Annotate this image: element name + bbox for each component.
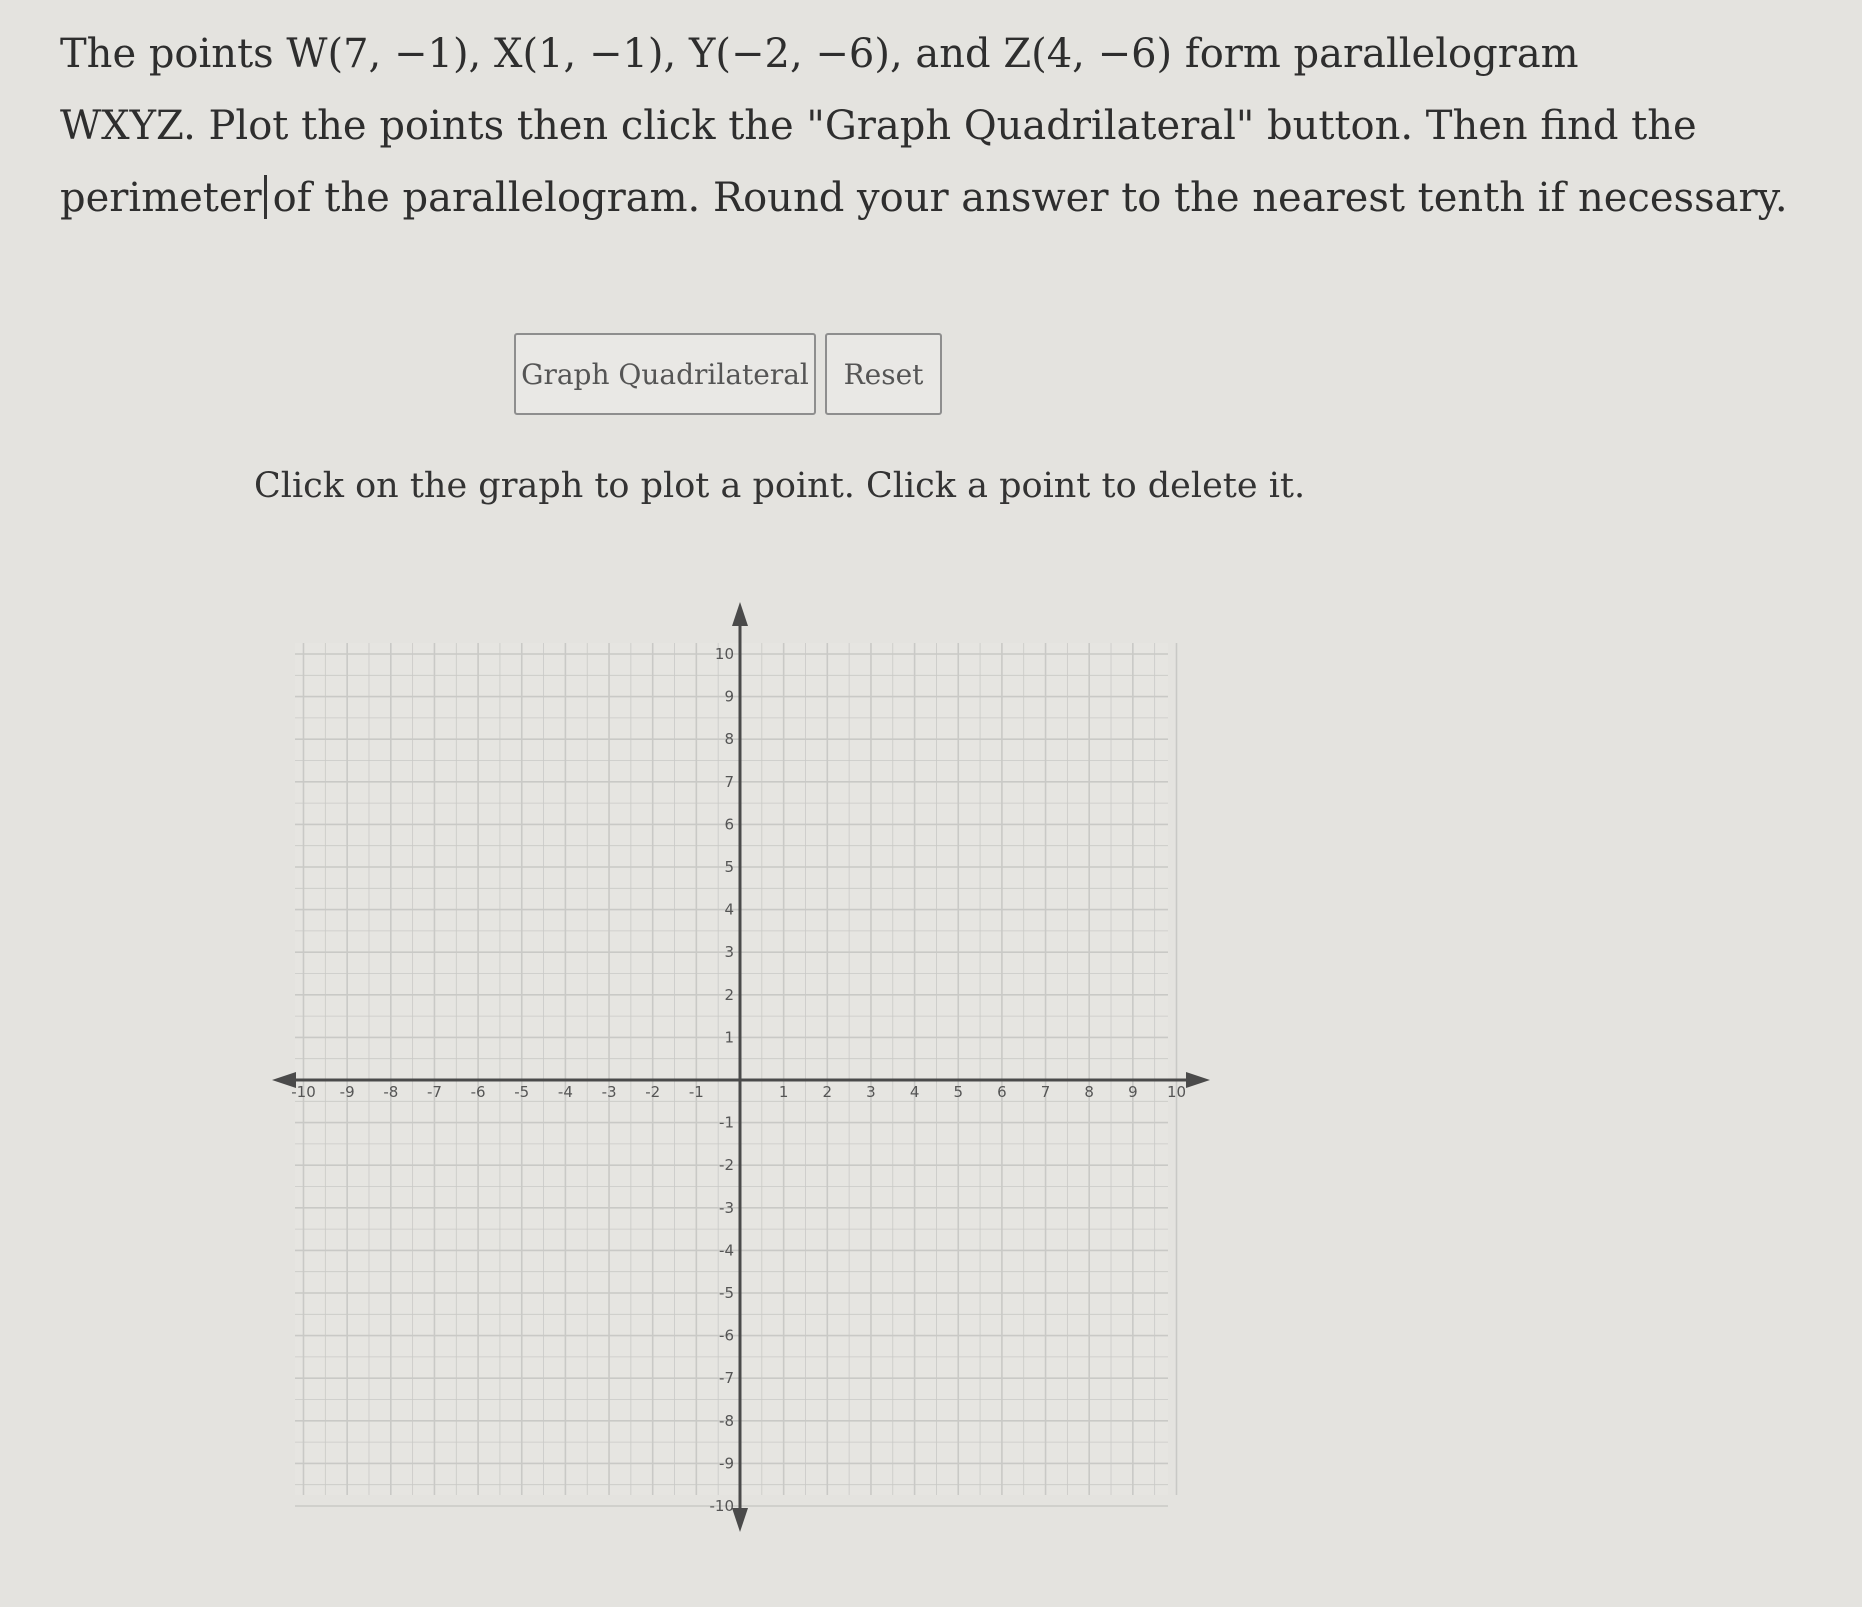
x-tick-label: 5 — [953, 1083, 964, 1101]
x-tick-label: -7 — [426, 1083, 442, 1101]
y-tick-label: 1 — [724, 1028, 734, 1047]
plot-instructions: Click on the graph to plot a point. Click a point to delete it. — [254, 466, 1306, 506]
y-tick-label: 8 — [724, 730, 734, 749]
x-tick-label: -9 — [339, 1083, 355, 1101]
x-tick-label: -1 — [688, 1083, 704, 1101]
y-tick-label: 5 — [724, 858, 734, 876]
x-tick-label: -5 — [514, 1083, 530, 1101]
x-tick-label: -6 — [470, 1083, 486, 1101]
graph-quadrilateral-button[interactable]: Graph Quadrilateral — [514, 333, 816, 415]
x-tick-label: 4 — [909, 1083, 920, 1101]
y-tick-label: 9 — [724, 687, 734, 706]
x-tick-label: -3 — [601, 1083, 617, 1101]
y-tick-label: -4 — [719, 1241, 734, 1260]
x-tick-label: 2 — [822, 1083, 833, 1101]
x-tick-label: 10 — [1166, 1083, 1187, 1101]
y-tick-label: 10 — [714, 645, 734, 663]
y-tick-label: 7 — [724, 772, 734, 791]
x-tick-label: -4 — [557, 1083, 573, 1101]
question-line-3: perimeter of the parallelogram. Round your answer to the nearest tenth if necessary. — [60, 175, 1788, 221]
reset-button[interactable]: Reset — [825, 333, 942, 415]
y-tick-label: -9 — [719, 1454, 734, 1473]
y-tick-label: -5 — [719, 1284, 734, 1302]
point-z: Z(4, −6) — [1003, 31, 1173, 77]
y-tick-label: 4 — [724, 900, 734, 919]
y-tick-label: 2 — [724, 985, 734, 1004]
point-x: X(1, −1), — [494, 31, 689, 77]
y-tick-label: -10 — [709, 1497, 734, 1515]
y-axis-bottom-arrow-icon — [732, 1508, 748, 1532]
x-tick-label: -2 — [645, 1083, 661, 1101]
x-tick-label: -8 — [383, 1083, 399, 1101]
y-tick-label: 3 — [724, 943, 734, 962]
x-tick-label: 3 — [866, 1083, 876, 1101]
x-tick-label: -10 — [291, 1083, 316, 1101]
y-tick-label: -3 — [719, 1198, 734, 1217]
y-tick-label: -1 — [719, 1113, 734, 1132]
y-tick-label: -7 — [719, 1369, 734, 1388]
x-tick-label: 6 — [997, 1083, 1007, 1101]
plot-area — [295, 643, 1168, 1495]
y-tick-label: -2 — [719, 1156, 734, 1175]
question-line-2: WXYZ. Plot the points then click the "Graph Quadrilateral" button. Then find the — [60, 103, 1697, 149]
question-line-1: The points W(7, −1), X(1, −1), Y(−2, −6), and Z(4, −6) form parallelogram — [60, 31, 1579, 77]
x-tick-label: 7 — [1040, 1083, 1051, 1101]
x-tick-label: 8 — [1084, 1083, 1094, 1101]
y-tick-label: 6 — [724, 815, 734, 834]
point-w: W(7, −1), — [286, 31, 494, 77]
x-axis-right-arrow-icon — [1186, 1072, 1210, 1088]
x-tick-label: 1 — [778, 1083, 789, 1101]
point-y: Y(−2, −6), — [688, 31, 916, 77]
y-axis-top-arrow-icon — [732, 602, 748, 626]
x-tick-label: 9 — [1128, 1083, 1138, 1101]
y-tick-label: -6 — [719, 1326, 734, 1345]
y-tick-label: -8 — [719, 1411, 734, 1430]
